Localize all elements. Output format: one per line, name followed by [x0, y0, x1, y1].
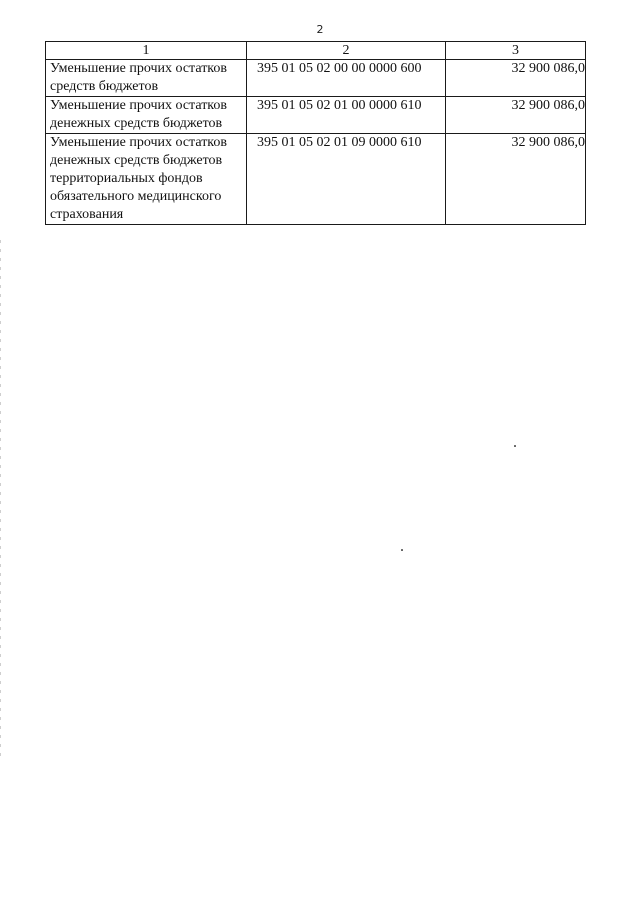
- table-row: [46, 97, 586, 134]
- scan-speck: [514, 445, 516, 447]
- row-amount-cell: 32 900 086,0: [446, 97, 586, 134]
- page-number: 2: [316, 23, 324, 36]
- table-row: [46, 134, 586, 225]
- row-code-cell: 395 01 05 02 01 00 0000 610: [247, 97, 446, 134]
- table-header-row: [46, 42, 586, 60]
- column-header-1: 1: [46, 42, 247, 60]
- row-amount-cell: 32 900 086,0: [446, 134, 586, 225]
- row-name-cell: Уменьшение прочих остатков денежных средств бюджетов: [46, 97, 247, 134]
- row-name-cell: Уменьшение прочих остатков средств бюджетов: [46, 60, 247, 97]
- budget-table: [45, 41, 586, 225]
- column-header-3: 3: [446, 42, 586, 60]
- row-name-cell: Уменьшение прочих остатков денежных средств бюджетов территориальных фондов обязательного медицинского страхования: [46, 134, 247, 225]
- row-code-cell: 395 01 05 02 00 00 0000 600: [247, 60, 446, 97]
- table-row: [46, 60, 586, 97]
- row-amount-cell: 32 900 086,0: [446, 60, 586, 97]
- scan-speck: [401, 549, 403, 551]
- row-code-cell: 395 01 05 02 01 09 0000 610: [247, 134, 446, 225]
- column-header-2: 2: [247, 42, 446, 60]
- scan-edge-artifact: [0, 240, 1, 760]
